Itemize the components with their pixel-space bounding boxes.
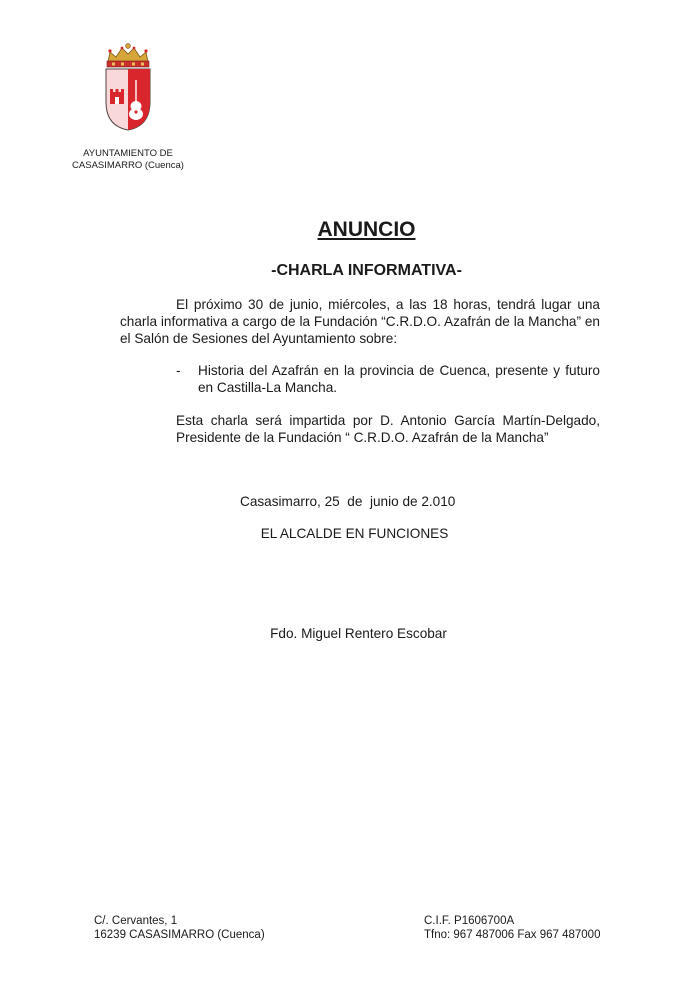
municipality-name: [60, 148, 196, 172]
signature-text: Fdo. Miguel Rentero Escobar: [270, 626, 447, 641]
signature-line: [0, 626, 697, 641]
crown-icon: [107, 44, 149, 67]
intro-paragraph: El próximo 30 de junio, miércoles, a las 18 horas, tendrá lugar una charla informativa a cargo de la Fundación “C.R.D.O. Azafrán de la Mancha” en el Salón de Sesiones del Ayuntamiento sobre:: [120, 297, 600, 346]
footer-address-line1: C/. Cervantes, 1: [94, 915, 178, 927]
footer-address: [94, 914, 265, 942]
speaker-paragraph: [176, 412, 600, 446]
date-line: Casasimarro, 25 de junio de 2.010: [240, 494, 456, 509]
municipality-line2: CASASIMARRO (Cuenca): [72, 160, 184, 171]
document-subtitle: [0, 262, 697, 280]
subtitle-text: -CHARLA INFORMATIVA-: [271, 262, 462, 279]
topic-text: Historia del Azafrán en la provincia de Cuenca, presente y futuro en Castilla-La Mancha.: [198, 363, 600, 395]
shield-icon: [106, 69, 150, 130]
speaker-line1: Esta charla será impartida por D. Antonio García Martín-Delgado,: [176, 413, 600, 428]
footer-contact: [424, 914, 600, 942]
bullet-dash: -: [176, 363, 181, 378]
speaker-line2: Presidente de la Fundación “ C.R.D.O. Azafrán de la Mancha”: [176, 430, 549, 445]
mayor-title-text: EL ALCALDE EN FUNCIONES: [260, 526, 449, 541]
title-text: ANUNCIO: [317, 218, 416, 241]
footer-address-line2: 16239 CASASIMARRO (Cuenca): [94, 929, 265, 941]
municipality-line1: AYUNTAMIENTO DE: [83, 148, 173, 159]
footer-phone: Tfno: 967 487006 Fax 967 487000: [424, 929, 601, 941]
coat-of-arms-logo: [102, 40, 154, 132]
footer-cif: C.I.F. P1606700A: [424, 915, 515, 927]
document-title: [0, 218, 697, 242]
mayor-title: [0, 526, 697, 541]
